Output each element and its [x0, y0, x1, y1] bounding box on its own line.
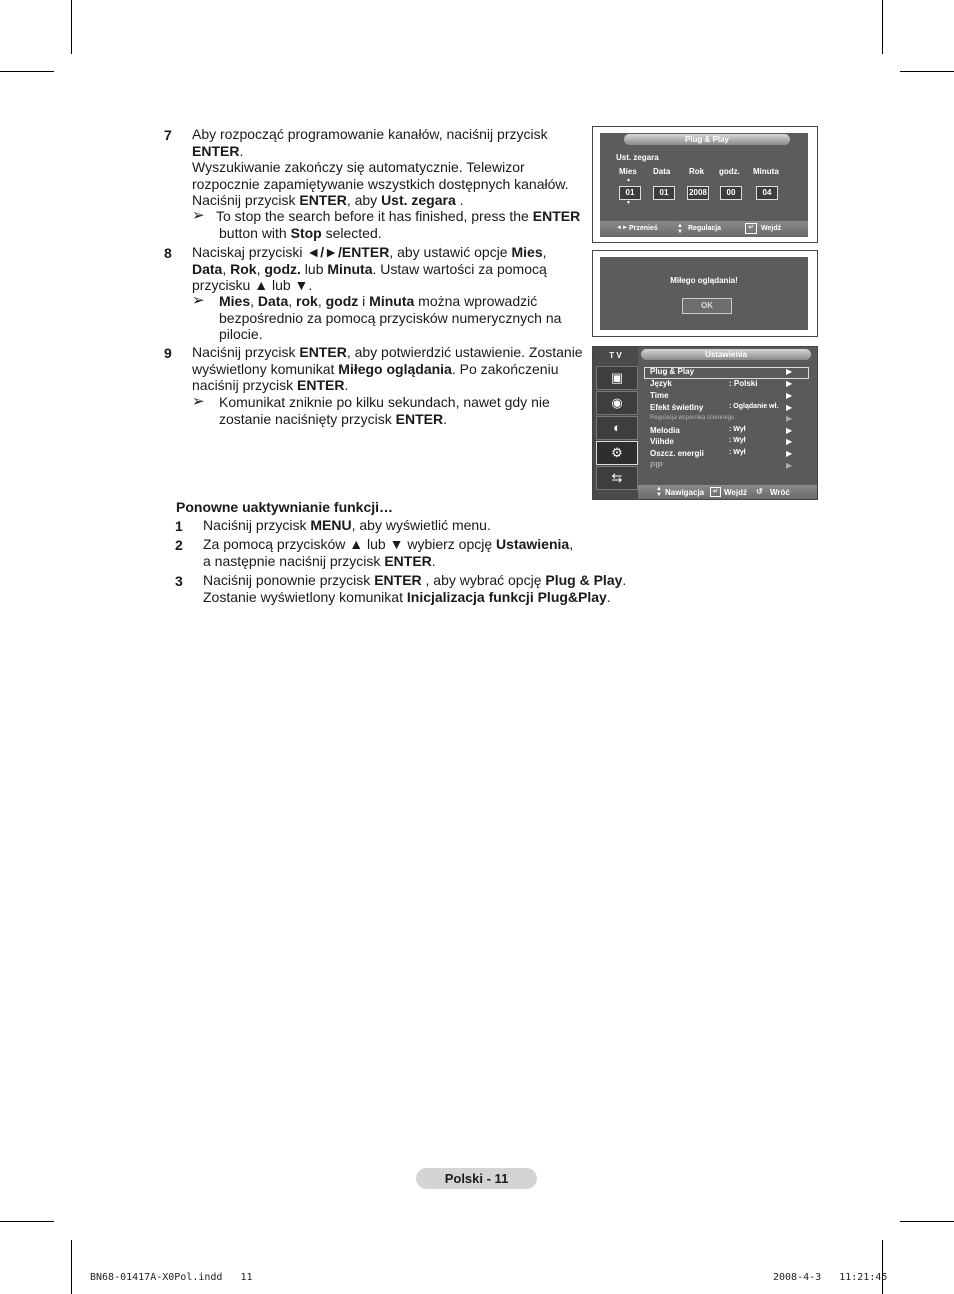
navigate-icon: ▲ ▼: [656, 486, 662, 498]
field-label-minuta: Minuta: [753, 167, 779, 176]
crop-mark: [900, 71, 954, 72]
text: Zostanie wyświetlony komunikat: [203, 588, 407, 605]
step-text: [203, 517, 491, 534]
text: .: [455, 192, 464, 208]
page-number: Polski - 11: [416, 1168, 537, 1189]
text: , aby wybrać opcję: [421, 572, 546, 588]
text: To stop the search before it has finished, press the: [216, 208, 533, 224]
text: Ust. zegara: [381, 192, 456, 208]
tv-label: T V: [609, 351, 622, 360]
step-text: [192, 126, 569, 209]
menu-item-language-value: : Polski: [729, 379, 758, 388]
text: a następnie naciśnij przycisk: [203, 552, 385, 569]
screen-help-bar: [600, 221, 808, 237]
text: Data: [257, 293, 289, 309]
text: , aby wyświetlić menu.: [351, 517, 491, 533]
text: Mies: [219, 293, 251, 309]
text: ENTER: [299, 192, 347, 208]
text: Za pomocą przycisków ▲ lub ▼ wybierz opcję: [203, 536, 497, 552]
text: ENTER: [532, 208, 581, 224]
arrow-right-icon: ▶: [786, 426, 793, 435]
menu-item-light-effect-value: : Oglądanie wł.: [729, 403, 779, 410]
field-label-godz: godz.: [719, 167, 740, 176]
channel-menu-icon[interactable]: ◐: [596, 416, 638, 440]
menu-item-language[interactable]: Język: [650, 379, 672, 388]
text: Naciśnij przycisk: [192, 344, 300, 360]
crop-mark: [882, 0, 883, 54]
menu-item-plug-play[interactable]: Plug & Play: [650, 367, 695, 376]
text: ,: [542, 244, 547, 260]
note-text: [219, 225, 382, 242]
screen-panel: [600, 257, 808, 330]
text: .: [443, 410, 447, 427]
help-enter: Wejdź: [761, 225, 782, 232]
text: ,: [222, 260, 231, 277]
menu-item-entertainment-value: : Wył: [729, 437, 746, 444]
text: .: [344, 377, 349, 393]
text: pilocie.: [219, 326, 263, 342]
text: Ustawienia: [496, 536, 570, 552]
step-text: [192, 344, 583, 394]
text: rozpocznie zapamiętywanie wszystkich dostępnych kanałów.: [192, 175, 569, 192]
text: Data: [192, 260, 223, 277]
text: rok: [296, 293, 318, 309]
enter-icon: ↵: [745, 223, 757, 234]
crop-mark: [71, 0, 72, 54]
step-number: 7: [164, 127, 172, 143]
arrow-right-icon: ▶: [786, 449, 793, 458]
text: lub: [300, 260, 328, 277]
return-icon: ↺: [756, 487, 763, 496]
menu-item-melody[interactable]: Melodia: [650, 426, 680, 435]
note-arrow-icon: ➢: [192, 393, 205, 410]
down-arrow-icon: ▼: [626, 200, 631, 206]
note-text: [216, 208, 580, 225]
field-label-mies: Mies: [619, 167, 637, 176]
step-number: 3: [175, 573, 183, 589]
text: ,: [288, 293, 297, 309]
text: .: [239, 142, 244, 159]
field-rok[interactable]: 2008: [687, 186, 709, 200]
crop-mark: [900, 1221, 954, 1222]
menu-item-wall-mount: Regulacja wspornika ściennego: [650, 415, 735, 421]
text: Naciśnij przycisk: [192, 192, 300, 208]
arrow-right-icon: ▶: [786, 437, 793, 446]
text: . Ustaw wartości za pomocą: [372, 260, 547, 277]
crop-mark: [0, 1221, 54, 1222]
step-text: [203, 572, 626, 605]
input-menu-icon[interactable]: ⇆: [596, 466, 638, 490]
menu-item-energy-saving[interactable]: Oszcz. energii: [650, 449, 704, 458]
step-number: 1: [175, 518, 183, 534]
note-text: [219, 293, 561, 343]
step-text: [192, 244, 547, 294]
move-icon: ◄►: [616, 225, 628, 231]
text: ENTER: [374, 572, 422, 588]
arrow-right-icon: ▶: [786, 403, 793, 412]
arrow-right-icon: ▶: [786, 379, 793, 388]
enter-icon: ↵: [710, 487, 721, 497]
arrow-right-icon: ▶: [786, 461, 793, 470]
help-enter: Wejdź: [724, 488, 747, 497]
screen-title-bar: [641, 349, 811, 360]
tv-screen-clock: [592, 126, 818, 243]
text: ,: [317, 293, 326, 309]
text: .: [431, 552, 436, 569]
text: Minuta: [327, 260, 373, 277]
text: .: [606, 588, 611, 605]
crop-mark: [882, 1240, 883, 1294]
adjust-icon: ▲ ▼: [677, 223, 683, 235]
screen-title-bar: [624, 134, 790, 145]
text: Plug & Play: [545, 572, 623, 588]
arrow-right-icon: ▶: [786, 391, 793, 400]
text: Inicjalizacja funkcji Plug&Play: [406, 588, 607, 605]
screen-title: Plug & Play: [684, 135, 729, 144]
arrow-right-icon: ▶: [786, 367, 793, 376]
text: Rok: [230, 260, 257, 277]
tv-screen-settings: [592, 346, 818, 500]
help-adjust: Regulacja: [688, 225, 722, 232]
print-file-info: BN68-01417A-X0Pol.indd 11: [90, 1272, 253, 1283]
field-label-data: Data: [653, 167, 671, 176]
text: i: [358, 293, 370, 309]
field-minuta[interactable]: 04: [756, 186, 778, 200]
sound-menu-icon[interactable]: ◉: [596, 391, 638, 415]
text: button with: [219, 225, 291, 241]
help-move: Przenieś: [629, 225, 658, 232]
text: zostanie naciśnięty przycisk: [219, 410, 396, 427]
text: przycisku ▲ lub ▼.: [192, 277, 313, 293]
menu-item-energy-saving-value: : Wył: [729, 449, 746, 456]
field-data[interactable]: 01: [653, 186, 675, 200]
text: , aby potwierdzić ustawienie. Zostanie: [346, 344, 583, 360]
text: Komunikat zniknie po kilku sekundach, nawet gdy nie: [219, 394, 550, 410]
up-arrow-icon: ▲: [626, 177, 631, 183]
text: ,: [569, 536, 574, 552]
text: ◄/►/ENTER: [306, 244, 390, 260]
text: , aby ustawić opcje: [389, 244, 512, 260]
text: bezpośrednio za pomocą przycisków numerycznych na: [219, 309, 562, 326]
text: Naciskaj przyciski: [192, 244, 307, 260]
text: naciśnij przycisk: [192, 377, 298, 393]
step-number: 2: [175, 537, 183, 553]
screen-panel: [600, 133, 808, 237]
section-heading: Ponowne uaktywnianie funkcji…: [176, 499, 394, 515]
text: . Po zakończeniu: [451, 360, 559, 377]
field-godz[interactable]: 00: [720, 186, 742, 200]
help-return: Wróć: [770, 488, 790, 497]
screen-title: Ustawienia: [705, 350, 747, 359]
note-text: [219, 394, 550, 427]
note-arrow-icon: ➢: [192, 207, 205, 224]
text: Miłego oglądania: [338, 360, 452, 377]
text: selected.: [321, 225, 382, 241]
crop-mark: [0, 71, 54, 72]
crop-mark: [71, 1240, 72, 1294]
arrow-right-icon: ▶: [786, 414, 793, 423]
settings-menu-icon[interactable]: ⚙: [596, 441, 638, 465]
screen-help-bar: [638, 485, 817, 499]
ok-button[interactable]: OK: [682, 298, 732, 314]
text: ENTER: [299, 344, 347, 360]
picture-menu-icon[interactable]: ▣: [596, 366, 638, 390]
text: wyświetlony komunikat: [192, 360, 339, 377]
text: ,: [250, 293, 258, 309]
message-text: Miłego oglądania!: [670, 276, 738, 285]
note-arrow-icon: ➢: [192, 292, 205, 309]
step-number: 8: [164, 245, 172, 261]
field-label-rok: Rok: [689, 167, 705, 176]
text: Naciśnij przycisk: [203, 517, 311, 533]
step-number: 9: [164, 345, 172, 361]
text: ENTER: [192, 142, 240, 159]
text: MENU: [310, 517, 352, 533]
menu-item-time[interactable]: Time: [650, 391, 669, 400]
help-navigate: Nawigacja: [665, 488, 705, 497]
text: Stop: [290, 225, 322, 241]
text: Aby rozpocząć programowanie kanałów, naciśnij przycisk: [192, 126, 548, 142]
text: Minuta: [369, 293, 415, 309]
menu-item-light-effect[interactable]: Efekt świetlny: [650, 403, 704, 412]
text: ENTER: [297, 377, 345, 393]
tv-screen-message: [592, 250, 818, 337]
menu-item-pip: PIP: [650, 461, 663, 470]
text: Naciśnij ponownie przycisk: [203, 572, 375, 588]
side-menu: [593, 347, 638, 499]
text: godz: [325, 293, 359, 309]
text: ENTER: [395, 410, 444, 427]
section-label: Ust. zegara: [616, 153, 659, 162]
text: Mies: [511, 244, 543, 260]
menu-item-entertainment[interactable]: Viihde: [650, 437, 674, 446]
menu-item-melody-value: : Wył: [729, 426, 746, 433]
text: można wprowadzić: [414, 293, 538, 309]
step-text: [203, 536, 573, 569]
text: Wyszukiwanie zakończy się automatycznie. Telewizor: [192, 159, 525, 175]
text: , aby: [346, 192, 382, 208]
text: godz.: [264, 260, 301, 277]
text: ENTER: [384, 552, 432, 569]
text: .: [622, 572, 627, 588]
text: ,: [256, 260, 265, 277]
field-mies[interactable]: 01: [619, 186, 641, 200]
print-date-info: 2008-4-3 11:21:45: [773, 1272, 888, 1283]
